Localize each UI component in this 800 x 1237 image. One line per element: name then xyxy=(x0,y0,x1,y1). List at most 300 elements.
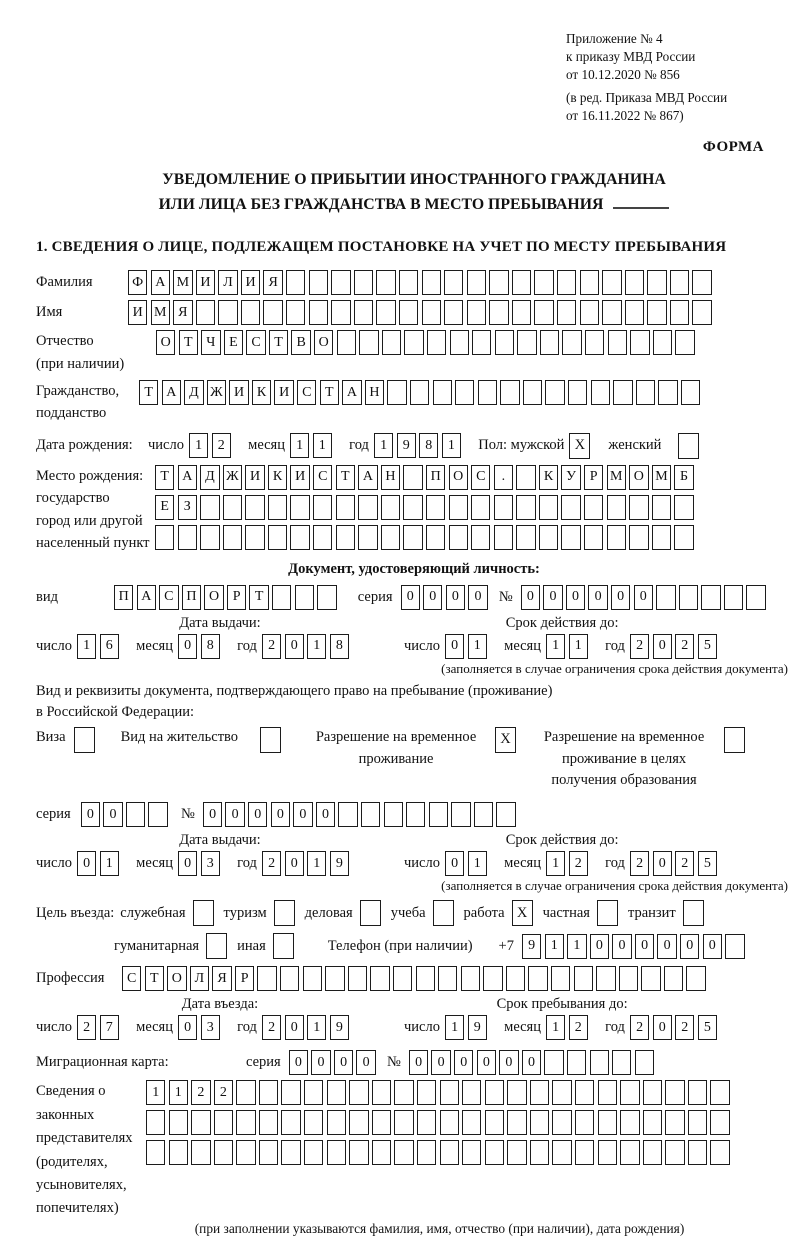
char-box[interactable] xyxy=(281,1140,300,1165)
char-box[interactable]: У xyxy=(561,465,580,490)
char-box[interactable]: Е xyxy=(155,495,174,520)
char-box[interactable] xyxy=(629,525,648,550)
char-box[interactable] xyxy=(670,300,689,325)
char-box[interactable] xyxy=(200,495,219,520)
char-box[interactable] xyxy=(370,966,389,991)
char-box[interactable]: Н xyxy=(381,465,400,490)
char-box[interactable] xyxy=(444,300,463,325)
char-box[interactable] xyxy=(545,380,564,405)
purpose-business-checkbox[interactable] xyxy=(360,900,381,926)
char-box[interactable] xyxy=(656,585,675,610)
residence-permit-checkbox[interactable] xyxy=(260,727,281,753)
char-box[interactable]: 0 xyxy=(77,851,96,876)
char-box[interactable]: 2 xyxy=(77,1015,96,1040)
char-box[interactable] xyxy=(372,1080,391,1105)
char-box[interactable]: 0 xyxy=(289,1050,308,1075)
char-box[interactable]: А xyxy=(162,380,181,405)
purpose-other-checkbox[interactable] xyxy=(273,933,294,959)
char-box[interactable]: 2 xyxy=(191,1080,210,1105)
char-box[interactable]: 0 xyxy=(634,585,653,610)
char-box[interactable] xyxy=(429,802,448,827)
temp-residence-edu-checkbox[interactable] xyxy=(724,727,745,753)
char-box[interactable] xyxy=(295,585,314,610)
char-box[interactable] xyxy=(652,495,671,520)
char-box[interactable] xyxy=(245,495,264,520)
char-box[interactable] xyxy=(710,1080,729,1105)
char-box[interactable] xyxy=(507,1080,526,1105)
char-box[interactable] xyxy=(539,495,558,520)
char-box[interactable] xyxy=(313,525,332,550)
char-box[interactable] xyxy=(584,495,603,520)
char-box[interactable]: И xyxy=(290,465,309,490)
char-box[interactable] xyxy=(462,1080,481,1105)
char-box[interactable] xyxy=(496,802,515,827)
char-box[interactable]: 0 xyxy=(590,934,609,959)
char-box[interactable] xyxy=(725,934,744,959)
char-box[interactable]: 0 xyxy=(334,1050,353,1075)
char-box[interactable] xyxy=(191,1140,210,1165)
char-box[interactable]: Д xyxy=(184,380,203,405)
char-box[interactable] xyxy=(512,300,531,325)
char-box[interactable] xyxy=(686,966,705,991)
char-box[interactable] xyxy=(268,525,287,550)
char-box[interactable] xyxy=(422,270,441,295)
char-box[interactable]: 8 xyxy=(201,634,220,659)
char-box[interactable]: О xyxy=(314,330,333,355)
char-box[interactable] xyxy=(354,270,373,295)
char-box[interactable] xyxy=(664,966,683,991)
char-box[interactable] xyxy=(602,270,621,295)
char-box[interactable] xyxy=(552,1140,571,1165)
char-box[interactable] xyxy=(612,1050,631,1075)
char-box[interactable] xyxy=(200,525,219,550)
char-box[interactable] xyxy=(126,802,145,827)
char-box[interactable]: М xyxy=(652,465,671,490)
char-box[interactable]: Ж xyxy=(223,465,242,490)
char-box[interactable] xyxy=(643,1110,662,1135)
char-box[interactable]: 9 xyxy=(522,934,541,959)
char-box[interactable] xyxy=(348,966,367,991)
char-box[interactable] xyxy=(575,1080,594,1105)
char-box[interactable] xyxy=(440,1140,459,1165)
char-box[interactable] xyxy=(236,1140,255,1165)
char-box[interactable] xyxy=(438,966,457,991)
char-box[interactable]: 0 xyxy=(285,851,304,876)
char-box[interactable] xyxy=(223,495,242,520)
char-box[interactable]: 0 xyxy=(468,585,487,610)
char-box[interactable] xyxy=(403,495,422,520)
char-box[interactable]: М xyxy=(607,465,626,490)
char-box[interactable]: С xyxy=(246,330,265,355)
char-box[interactable] xyxy=(218,300,237,325)
char-box[interactable]: 0 xyxy=(522,1050,541,1075)
char-box[interactable]: Т xyxy=(155,465,174,490)
char-box[interactable]: 0 xyxy=(271,802,290,827)
char-box[interactable]: 1 xyxy=(546,851,565,876)
char-box[interactable] xyxy=(331,270,350,295)
char-box[interactable] xyxy=(585,330,604,355)
char-box[interactable] xyxy=(146,1140,165,1165)
char-box[interactable] xyxy=(338,802,357,827)
purpose-transit-checkbox[interactable] xyxy=(683,900,704,926)
char-box[interactable] xyxy=(169,1140,188,1165)
char-box[interactable] xyxy=(746,585,765,610)
char-box[interactable]: 0 xyxy=(445,851,464,876)
char-box[interactable] xyxy=(236,1080,255,1105)
char-box[interactable]: 1 xyxy=(307,634,326,659)
char-box[interactable] xyxy=(607,525,626,550)
char-box[interactable]: 2 xyxy=(262,1015,281,1040)
char-box[interactable]: О xyxy=(167,966,186,991)
char-box[interactable]: 0 xyxy=(445,634,464,659)
char-box[interactable] xyxy=(530,1140,549,1165)
char-box[interactable] xyxy=(290,525,309,550)
char-box[interactable] xyxy=(620,1080,639,1105)
char-box[interactable]: А xyxy=(342,380,361,405)
char-box[interactable] xyxy=(471,495,490,520)
char-box[interactable] xyxy=(361,802,380,827)
char-box[interactable]: 0 xyxy=(401,585,420,610)
char-box[interactable] xyxy=(290,495,309,520)
char-box[interactable]: 2 xyxy=(214,1080,233,1105)
char-box[interactable] xyxy=(584,525,603,550)
char-box[interactable] xyxy=(223,525,242,550)
char-box[interactable]: 2 xyxy=(675,851,694,876)
char-box[interactable] xyxy=(394,1140,413,1165)
char-box[interactable]: Л xyxy=(190,966,209,991)
char-box[interactable] xyxy=(196,300,215,325)
char-box[interactable]: 0 xyxy=(178,1015,197,1040)
char-box[interactable] xyxy=(304,1110,323,1135)
char-box[interactable]: И xyxy=(128,300,147,325)
char-box[interactable] xyxy=(506,966,525,991)
char-box[interactable]: 1 xyxy=(546,634,565,659)
char-box[interactable] xyxy=(327,1080,346,1105)
char-box[interactable] xyxy=(534,300,553,325)
purpose-official-checkbox[interactable] xyxy=(193,900,214,926)
char-box[interactable] xyxy=(336,525,355,550)
char-box[interactable] xyxy=(485,1110,504,1135)
char-box[interactable]: А xyxy=(137,585,156,610)
char-box[interactable] xyxy=(354,300,373,325)
char-box[interactable]: С xyxy=(297,380,316,405)
char-box[interactable]: 0 xyxy=(248,802,267,827)
char-box[interactable] xyxy=(539,525,558,550)
char-box[interactable] xyxy=(681,380,700,405)
char-box[interactable]: 9 xyxy=(468,1015,487,1040)
char-box[interactable] xyxy=(191,1110,210,1135)
char-box[interactable]: 1 xyxy=(468,851,487,876)
char-box[interactable]: 1 xyxy=(313,433,332,458)
char-box[interactable]: 0 xyxy=(680,934,699,959)
char-box[interactable] xyxy=(449,525,468,550)
char-box[interactable] xyxy=(406,802,425,827)
char-box[interactable] xyxy=(598,1110,617,1135)
char-box[interactable] xyxy=(485,1140,504,1165)
char-box[interactable]: 8 xyxy=(419,433,438,458)
char-box[interactable]: 0 xyxy=(446,585,465,610)
char-box[interactable] xyxy=(534,270,553,295)
char-box[interactable] xyxy=(387,380,406,405)
char-box[interactable] xyxy=(467,300,486,325)
char-box[interactable] xyxy=(337,330,356,355)
char-box[interactable]: С xyxy=(471,465,490,490)
char-box[interactable] xyxy=(309,270,328,295)
char-box[interactable] xyxy=(327,1110,346,1135)
char-box[interactable] xyxy=(580,270,599,295)
char-box[interactable] xyxy=(568,380,587,405)
char-box[interactable]: 0 xyxy=(499,1050,518,1075)
char-box[interactable] xyxy=(516,525,535,550)
char-box[interactable]: 9 xyxy=(330,1015,349,1040)
char-box[interactable] xyxy=(607,495,626,520)
char-box[interactable] xyxy=(417,1110,436,1135)
char-box[interactable]: С xyxy=(122,966,141,991)
sex-male-checkbox[interactable]: X xyxy=(569,433,590,459)
char-box[interactable]: Н xyxy=(365,380,384,405)
char-box[interactable] xyxy=(461,966,480,991)
char-box[interactable] xyxy=(422,300,441,325)
char-box[interactable]: А xyxy=(151,270,170,295)
char-box[interactable] xyxy=(500,380,519,405)
char-box[interactable]: 3 xyxy=(201,1015,220,1040)
char-box[interactable] xyxy=(349,1080,368,1105)
char-box[interactable]: 0 xyxy=(566,585,585,610)
char-box[interactable]: Р xyxy=(227,585,246,610)
char-box[interactable] xyxy=(359,330,378,355)
char-box[interactable] xyxy=(517,330,536,355)
char-box[interactable]: 5 xyxy=(698,851,717,876)
char-box[interactable]: 7 xyxy=(100,1015,119,1040)
char-box[interactable]: Т xyxy=(179,330,198,355)
char-box[interactable] xyxy=(444,270,463,295)
char-box[interactable] xyxy=(259,1110,278,1135)
char-box[interactable] xyxy=(613,380,632,405)
char-box[interactable] xyxy=(688,1110,707,1135)
temp-residence-checkbox[interactable]: X xyxy=(495,727,516,753)
char-box[interactable]: 2 xyxy=(675,1015,694,1040)
char-box[interactable] xyxy=(528,966,547,991)
char-box[interactable] xyxy=(146,1110,165,1135)
char-box[interactable]: 1 xyxy=(169,1080,188,1105)
char-box[interactable]: 0 xyxy=(103,802,122,827)
char-box[interactable]: Д xyxy=(200,465,219,490)
char-box[interactable] xyxy=(647,300,666,325)
char-box[interactable] xyxy=(523,380,542,405)
char-box[interactable] xyxy=(478,380,497,405)
char-box[interactable] xyxy=(625,300,644,325)
char-box[interactable] xyxy=(372,1110,391,1135)
char-box[interactable] xyxy=(178,525,197,550)
char-box[interactable]: 2 xyxy=(569,851,588,876)
char-box[interactable]: 0 xyxy=(703,934,722,959)
char-box[interactable]: Ж xyxy=(207,380,226,405)
char-box[interactable] xyxy=(214,1110,233,1135)
purpose-private-checkbox[interactable] xyxy=(597,900,618,926)
char-box[interactable] xyxy=(471,525,490,550)
char-box[interactable] xyxy=(372,1140,391,1165)
char-box[interactable]: 2 xyxy=(262,634,281,659)
char-box[interactable]: 1 xyxy=(445,1015,464,1040)
char-box[interactable]: М xyxy=(173,270,192,295)
char-box[interactable]: 1 xyxy=(374,433,393,458)
char-box[interactable] xyxy=(580,300,599,325)
char-box[interactable] xyxy=(257,966,276,991)
char-box[interactable] xyxy=(629,495,648,520)
char-box[interactable] xyxy=(399,270,418,295)
char-box[interactable] xyxy=(304,1080,323,1105)
char-box[interactable] xyxy=(489,300,508,325)
char-box[interactable]: 1 xyxy=(545,934,564,959)
char-box[interactable]: 0 xyxy=(612,934,631,959)
char-box[interactable] xyxy=(440,1110,459,1135)
char-box[interactable] xyxy=(575,1110,594,1135)
purpose-work-checkbox[interactable]: X xyxy=(512,900,533,926)
char-box[interactable]: О xyxy=(629,465,648,490)
char-box[interactable] xyxy=(530,1110,549,1135)
char-box[interactable] xyxy=(552,1080,571,1105)
char-box[interactable] xyxy=(241,300,260,325)
char-box[interactable] xyxy=(630,330,649,355)
char-box[interactable]: 0 xyxy=(611,585,630,610)
char-box[interactable] xyxy=(455,380,474,405)
char-box[interactable] xyxy=(598,1080,617,1105)
char-box[interactable] xyxy=(544,1050,563,1075)
char-box[interactable] xyxy=(259,1140,278,1165)
char-box[interactable] xyxy=(280,966,299,991)
char-box[interactable]: 0 xyxy=(203,802,222,827)
char-box[interactable] xyxy=(710,1110,729,1135)
char-box[interactable]: 1 xyxy=(307,1015,326,1040)
char-box[interactable]: 1 xyxy=(567,934,586,959)
char-box[interactable] xyxy=(325,966,344,991)
char-box[interactable]: 1 xyxy=(307,851,326,876)
char-box[interactable] xyxy=(567,1050,586,1075)
char-box[interactable] xyxy=(148,802,167,827)
char-box[interactable] xyxy=(281,1110,300,1135)
char-box[interactable]: Р xyxy=(584,465,603,490)
char-box[interactable] xyxy=(619,966,638,991)
char-box[interactable] xyxy=(688,1140,707,1165)
char-box[interactable] xyxy=(670,270,689,295)
char-box[interactable] xyxy=(653,330,672,355)
char-box[interactable]: 2 xyxy=(212,433,231,458)
char-box[interactable] xyxy=(635,1050,654,1075)
char-box[interactable]: Л xyxy=(218,270,237,295)
char-box[interactable] xyxy=(692,270,711,295)
char-box[interactable] xyxy=(552,1110,571,1135)
char-box[interactable] xyxy=(472,330,491,355)
char-box[interactable] xyxy=(692,300,711,325)
char-box[interactable]: Я xyxy=(263,270,282,295)
char-box[interactable]: 1 xyxy=(290,433,309,458)
char-box[interactable] xyxy=(494,495,513,520)
char-box[interactable]: 9 xyxy=(330,851,349,876)
char-box[interactable] xyxy=(394,1080,413,1105)
char-box[interactable] xyxy=(272,585,291,610)
purpose-study-checkbox[interactable] xyxy=(433,900,454,926)
char-box[interactable] xyxy=(641,966,660,991)
char-box[interactable] xyxy=(494,525,513,550)
char-box[interactable]: 0 xyxy=(431,1050,450,1075)
char-box[interactable] xyxy=(701,585,720,610)
char-box[interactable] xyxy=(643,1140,662,1165)
char-box[interactable]: 0 xyxy=(635,934,654,959)
char-box[interactable]: А xyxy=(358,465,377,490)
char-box[interactable]: О xyxy=(204,585,223,610)
char-box[interactable] xyxy=(591,380,610,405)
char-box[interactable]: 2 xyxy=(675,634,694,659)
char-box[interactable] xyxy=(376,270,395,295)
char-box[interactable]: 0 xyxy=(356,1050,375,1075)
char-box[interactable]: Т xyxy=(320,380,339,405)
char-box[interactable] xyxy=(495,330,514,355)
char-box[interactable] xyxy=(381,495,400,520)
char-box[interactable]: П xyxy=(182,585,201,610)
char-box[interactable]: 2 xyxy=(630,634,649,659)
char-box[interactable]: 1 xyxy=(442,433,461,458)
char-box[interactable]: Ч xyxy=(201,330,220,355)
char-box[interactable]: С xyxy=(313,465,332,490)
char-box[interactable] xyxy=(245,525,264,550)
char-box[interactable] xyxy=(507,1140,526,1165)
char-box[interactable]: 3 xyxy=(201,851,220,876)
char-box[interactable]: 0 xyxy=(653,1015,672,1040)
char-box[interactable]: 2 xyxy=(569,1015,588,1040)
char-box[interactable] xyxy=(710,1140,729,1165)
char-box[interactable] xyxy=(349,1110,368,1135)
char-box[interactable] xyxy=(485,1080,504,1105)
char-box[interactable] xyxy=(643,1080,662,1105)
char-box[interactable] xyxy=(336,495,355,520)
char-box[interactable]: К xyxy=(539,465,558,490)
char-box[interactable] xyxy=(474,802,493,827)
char-box[interactable] xyxy=(561,525,580,550)
char-box[interactable]: 0 xyxy=(588,585,607,610)
char-box[interactable]: . xyxy=(494,465,513,490)
char-box[interactable] xyxy=(530,1080,549,1105)
char-box[interactable]: К xyxy=(252,380,271,405)
char-box[interactable] xyxy=(596,966,615,991)
char-box[interactable]: 0 xyxy=(477,1050,496,1075)
char-box[interactable]: Я xyxy=(212,966,231,991)
char-box[interactable] xyxy=(331,300,350,325)
char-box[interactable] xyxy=(427,330,446,355)
char-box[interactable] xyxy=(557,270,576,295)
char-box[interactable] xyxy=(450,330,469,355)
char-box[interactable] xyxy=(540,330,559,355)
char-box[interactable] xyxy=(286,300,305,325)
char-box[interactable]: 0 xyxy=(178,851,197,876)
char-box[interactable] xyxy=(467,270,486,295)
char-box[interactable]: 1 xyxy=(100,851,119,876)
char-box[interactable]: В xyxy=(291,330,310,355)
char-box[interactable]: 0 xyxy=(543,585,562,610)
char-box[interactable] xyxy=(647,270,666,295)
char-box[interactable] xyxy=(665,1140,684,1165)
char-box[interactable] xyxy=(384,802,403,827)
char-box[interactable] xyxy=(416,966,435,991)
char-box[interactable] xyxy=(349,1140,368,1165)
char-box[interactable] xyxy=(620,1140,639,1165)
char-box[interactable]: 0 xyxy=(316,802,335,827)
char-box[interactable] xyxy=(440,1080,459,1105)
char-box[interactable]: 0 xyxy=(653,851,672,876)
char-box[interactable] xyxy=(462,1140,481,1165)
char-box[interactable]: Е xyxy=(224,330,243,355)
char-box[interactable]: 2 xyxy=(262,851,281,876)
char-box[interactable]: 0 xyxy=(225,802,244,827)
